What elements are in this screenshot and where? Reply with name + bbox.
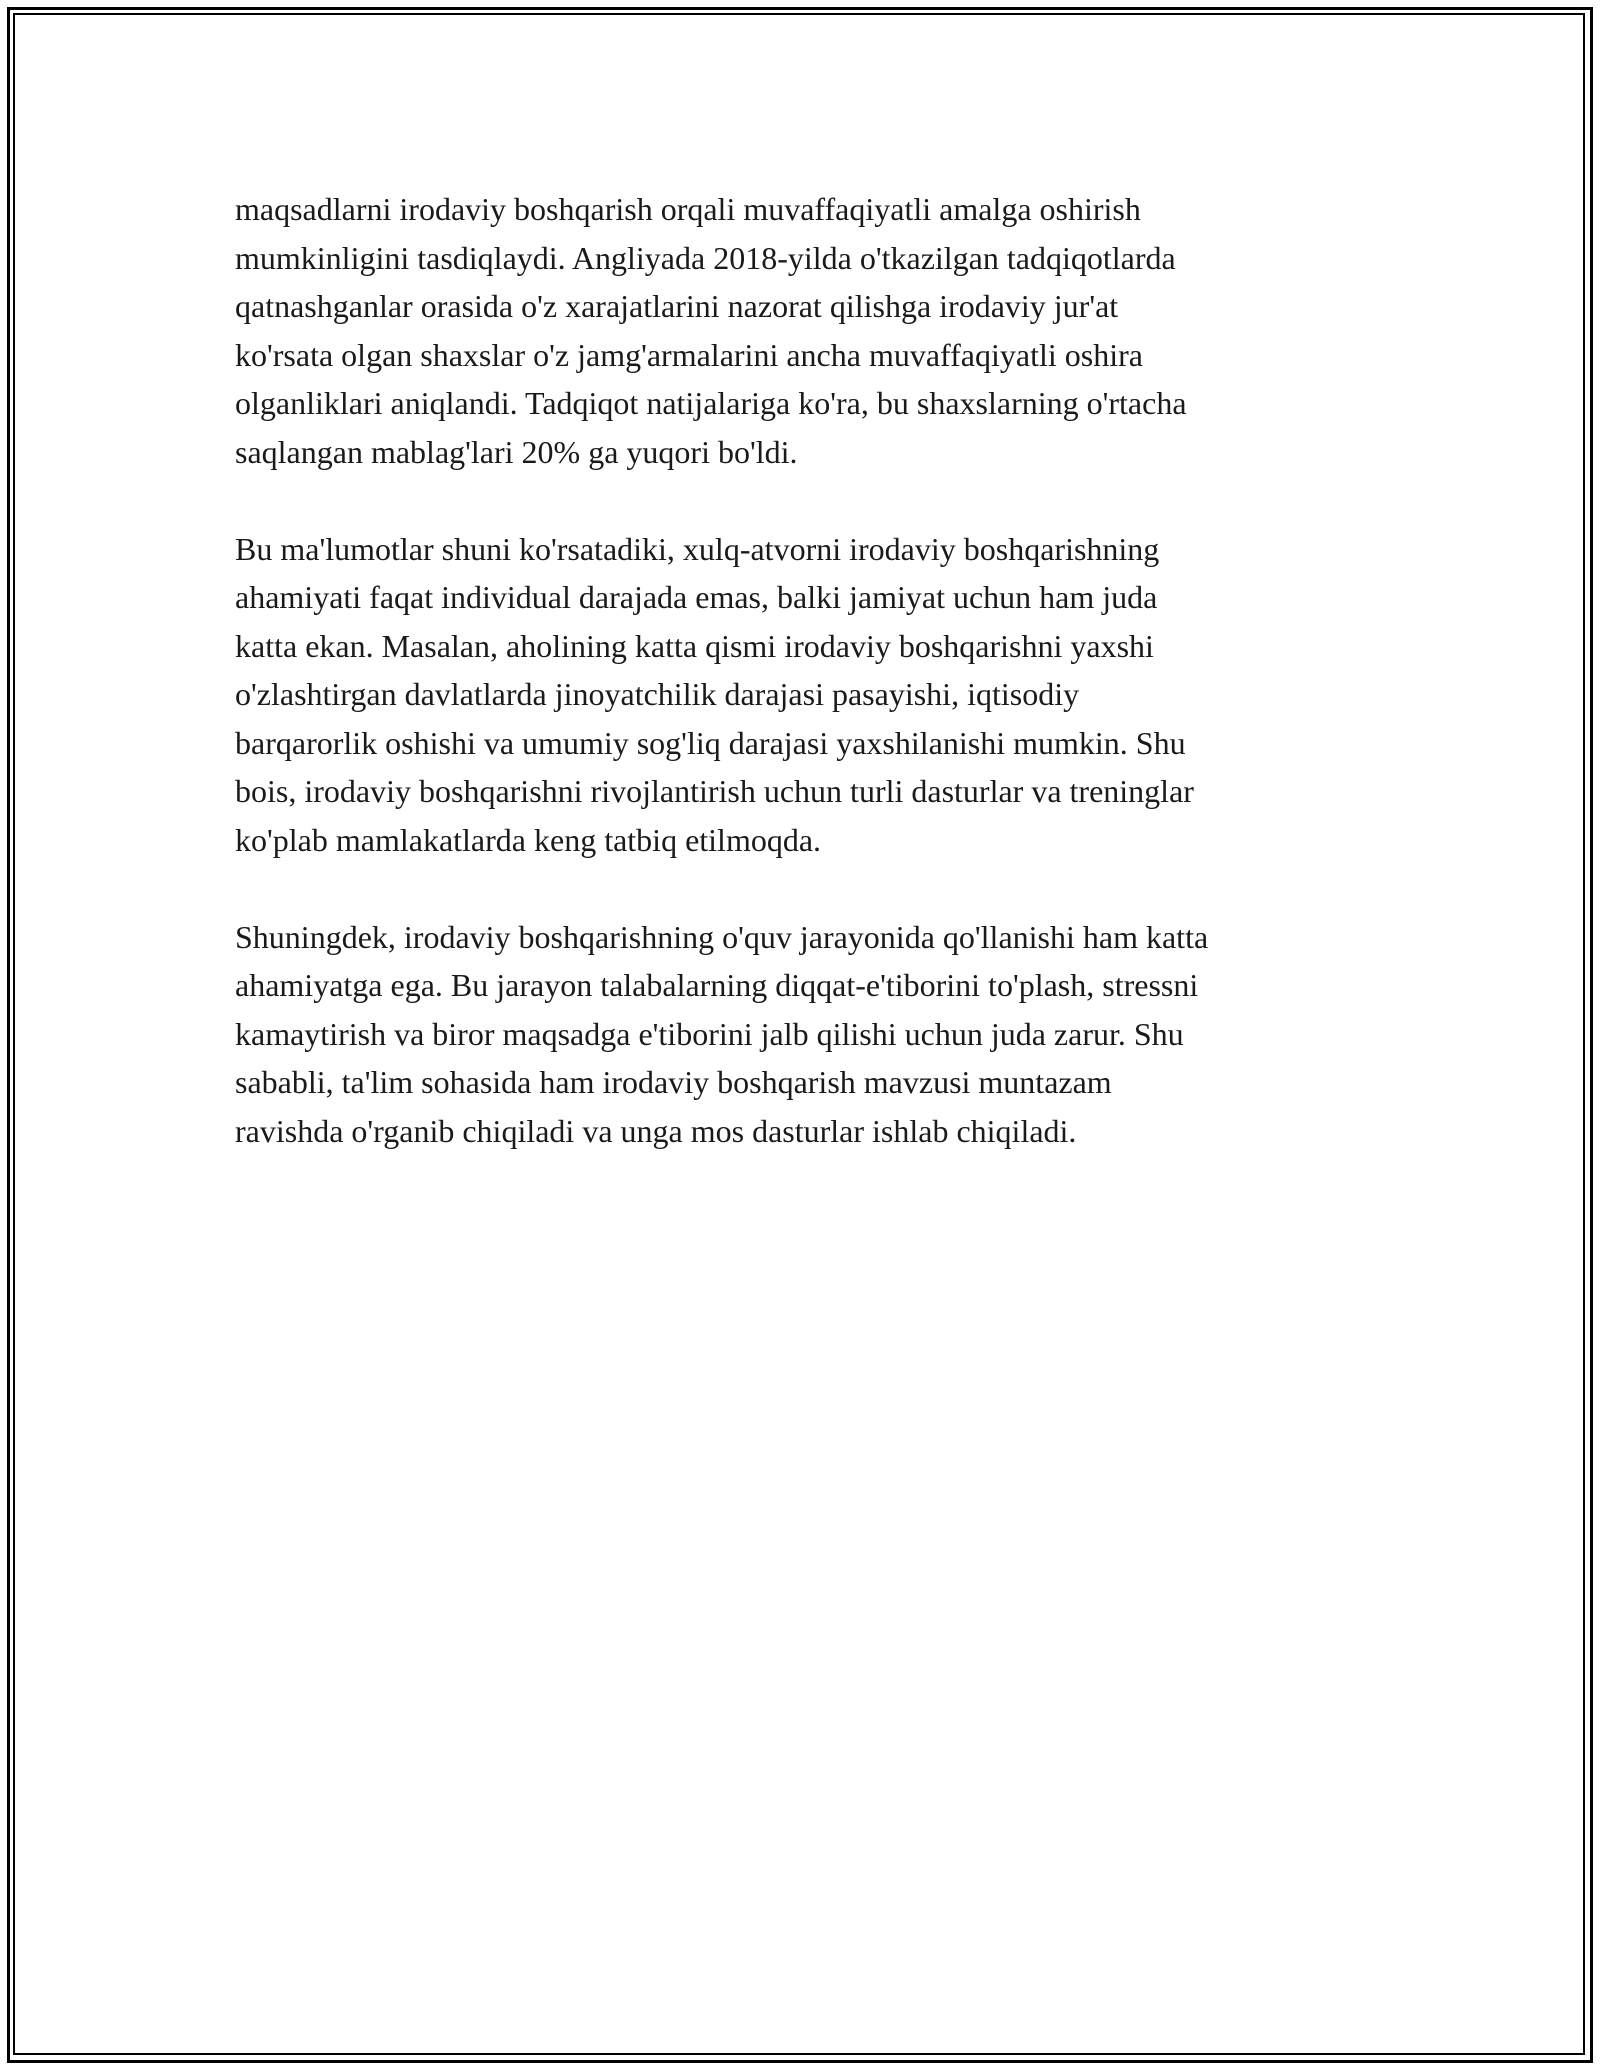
paragraph-3 (235, 913, 1375, 1156)
paragraph-line: bois, irodaviy boshqarishni rivojlantirish uchun turli dasturlar va treninglar (235, 773, 1194, 809)
paragraph-line: sababli, ta'lim sohasida ham irodaviy boshqarish mavzusi muntazam (235, 1064, 1112, 1100)
paragraph-line: Shuningdek, irodaviy boshqarishning o'quv jarayonida qo'llanishi ham katta (235, 918, 1209, 955)
paragraph-1 (235, 185, 1375, 476)
paragraph-line: katta ekan. Masalan, aholining katta qismi irodaviy boshqarishni yaxshi (235, 627, 1154, 664)
paragraph-2 (235, 525, 1375, 865)
paragraph-line: o'zlashtirgan davlatlarda jinoyatchilik darajasi pasayishi, iqtisodiy (235, 676, 1080, 712)
paragraph-line: ahamiyati faqat individual darajada emas, balki jamiyat uchun ham juda (235, 579, 1158, 615)
paragraph-line: maqsadlarni irodaviy boshqarish orqali muvaffaqiyatli amalga oshirish (235, 191, 1141, 227)
paragraph-line: olganliklari aniqlandi. Tadqiqot natijalariga ko'ra, bu shaxslarning o'rtacha (235, 385, 1187, 421)
paragraph-line: mumkinligini tasdiqlaydi. Angliyada 2018-yilda o'tkazilgan tadqiqotlarda (235, 239, 1176, 276)
paragraph-line: ko'plab mamlakatlarda keng tatbiq etilmoqda. (235, 821, 822, 858)
paragraph-line: ravishda o'rganib chiqiladi va unga mos dasturlar ishlab chiqiladi. (235, 1112, 1077, 1149)
document-body (235, 185, 1375, 1204)
paragraph-line: barqarorlik oshishi va umumiy sog'liq darajasi yaxshilanishi mumkin. Shu (235, 724, 1186, 761)
paragraph-line: ahamiyatga ega. Bu jarayon talabalarning diqqat-e'tiborini to'plash, stressni (235, 967, 1199, 1003)
paragraph-line: Bu ma'lumotlar shuni ko'rsatadiki, xulq-atvorni irodaviy boshqarishning (235, 530, 1160, 567)
paragraph-line: qatnashganlar orasida o'z xarajatlarini nazorat qilishga irodaviy jur'at (235, 288, 1119, 324)
paragraph-line: kamaytirish va biror maqsadga e'tiborini jalb qilishi uchun juda zarur. Shu (235, 1015, 1184, 1052)
paragraph-line: ko'rsata olgan shaxslar o'z jamg'armalarini ancha muvaffaqiyatli oshira (235, 336, 1143, 373)
paragraph-line: saqlangan mablag'lari 20% ga yuqori bo'ldi. (235, 433, 798, 470)
